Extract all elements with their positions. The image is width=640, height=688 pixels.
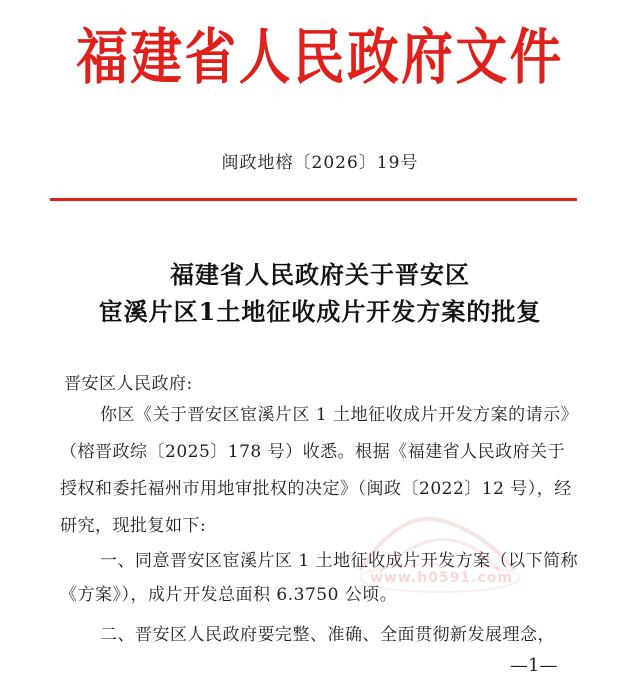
document-header-title: 福建省人民政府文件: [76, 23, 564, 93]
red-divider-line: [50, 198, 577, 201]
document-title-line-2: 宦溪片区1土地征收成片开发方案的批复: [98, 297, 542, 326]
body-line-2: （榕晋政综〔2025〕178 号）收悉。根据《福建省人民政府关于: [60, 442, 566, 462]
document-title-line-1: 福建省人民政府关于晋安区: [170, 260, 470, 289]
salutation: 晋安区人民政府:: [64, 374, 193, 394]
body-line-4: 研究，现批复如下:: [60, 516, 207, 536]
body-line-7: 二、晋安区人民政府要完整、准确、全面贯彻新发展理念，: [100, 625, 555, 645]
body-line-6: 《方案》），成片开发总面积 6.3750 公顷。: [60, 585, 398, 605]
body-line-5: 一、同意晋安区宦溪片区 1 土地征收成片开发方案（以下简称: [100, 551, 579, 571]
body-line-3: 授权和委托福州市用地审批权的决定》（闽政〔2022〕12 号），经: [60, 479, 572, 499]
watermark-text: www.h0591.com: [370, 570, 513, 586]
page-number: —1—: [510, 655, 558, 676]
body-line-1: 你区《关于晋安区宦溪片区 1 土地征收成片开发方案的请示》: [100, 405, 579, 425]
document-number: 闽政地榕〔2026〕19号: [221, 153, 419, 173]
